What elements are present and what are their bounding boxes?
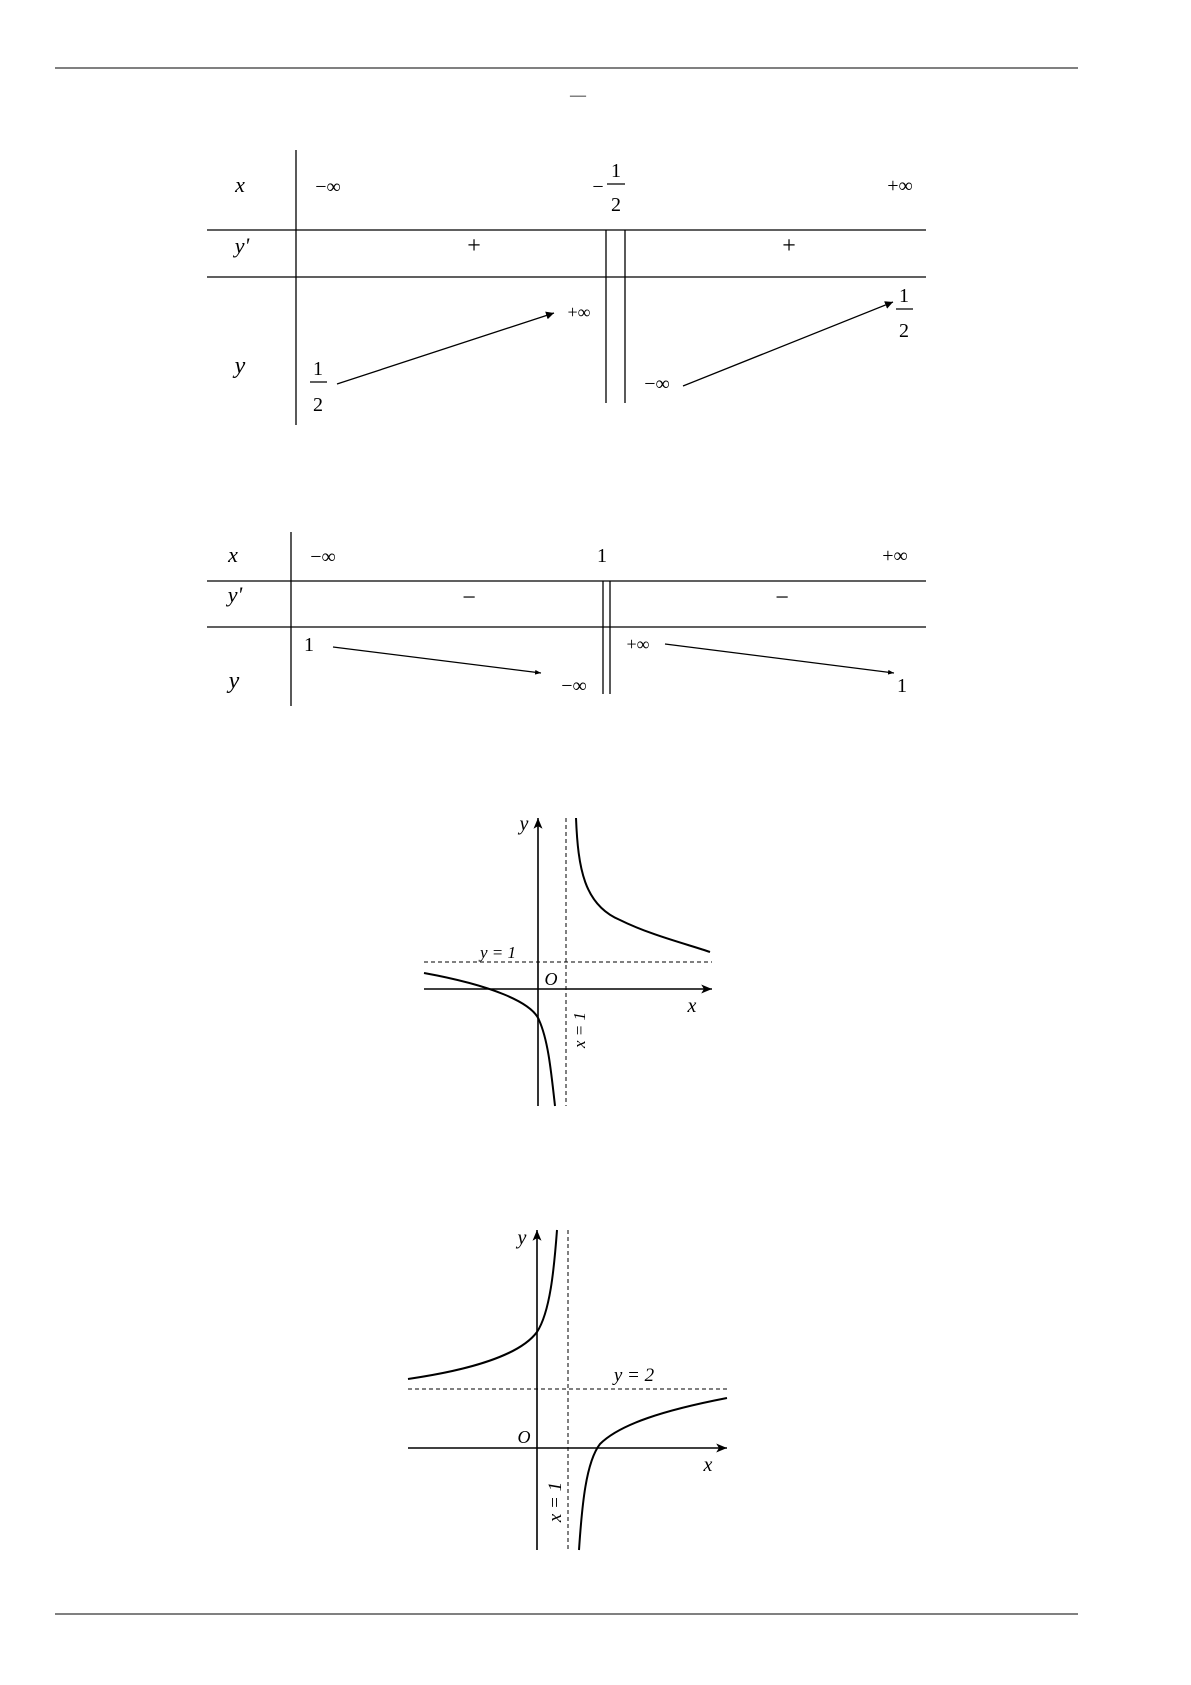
graph2-origin-label: O [517,1427,531,1447]
graph-1 [424,813,712,1106]
table2-label-y: y [228,668,240,694]
table1-y-left-limit: +∞ [567,302,591,322]
table1-y-start-den: 2 [313,394,323,416]
table1-label-yprime: y' [234,233,250,258]
table2-arrow-decreasing-left [333,647,541,673]
table2-label-yprime: y' [227,582,243,607]
table1-arrow-increasing-right [683,302,893,386]
table2-x-left: −∞ [310,546,336,568]
variation-table-1 [207,150,926,425]
table1-sign-right: + [782,233,796,259]
table2-label-x: x [228,542,238,567]
graph1-origin-label: O [544,969,558,989]
table2-sign-right: − [775,585,789,611]
table2-y-end: 1 [897,675,907,697]
graph1-y-axis-label: y [519,813,529,835]
table2-sign-left: − [462,585,476,611]
table1-x-middle-num: 1 [611,160,621,182]
table1-y-right-limit: −∞ [644,373,670,395]
table2-y-left-limit: −∞ [561,675,587,697]
table1-y-start-num: 1 [313,358,323,380]
table1-sign-left: + [467,233,481,259]
graph2-x-axis-label: x [703,1454,713,1476]
table2-x-right: +∞ [882,545,908,567]
graph2-y-axis-label: y [517,1227,527,1249]
graph1-curve-right-branch [576,818,710,952]
table1-x-right: +∞ [887,175,913,197]
table2-y-start: 1 [304,634,314,656]
graph2-vertical-asymptote-label: x = 1 [545,1481,566,1523]
table1-label-x: x [235,172,245,197]
table1-x-middle-den: 2 [611,194,621,216]
table1-y-end-den: 2 [899,320,909,342]
graph1-x-axis-label: x [687,995,697,1017]
table1-x-left: −∞ [315,176,341,198]
table1-label-y: y [234,353,246,379]
graph2-horizontal-asymptote-label: y = 2 [613,1365,655,1386]
table2-arrow-decreasing-right [665,644,894,673]
graph-2 [408,1227,727,1550]
table1-arrow-increasing-left [337,313,554,384]
graph2-curve-left-branch [408,1230,557,1379]
graph1-horizontal-asymptote-label: y = 1 [479,943,517,962]
graph1-vertical-asymptote-label: x = 1 [570,1011,589,1049]
table2-y-right-limit: +∞ [626,634,650,654]
header-fragment: — [570,87,586,104]
table1-y-end-num: 1 [899,285,909,307]
graph1-curve-left-branch [424,973,555,1106]
table2-x-middle: 1 [597,545,607,567]
variation-table-2 [207,532,926,706]
table1-x-middle-sign: − [592,176,604,198]
